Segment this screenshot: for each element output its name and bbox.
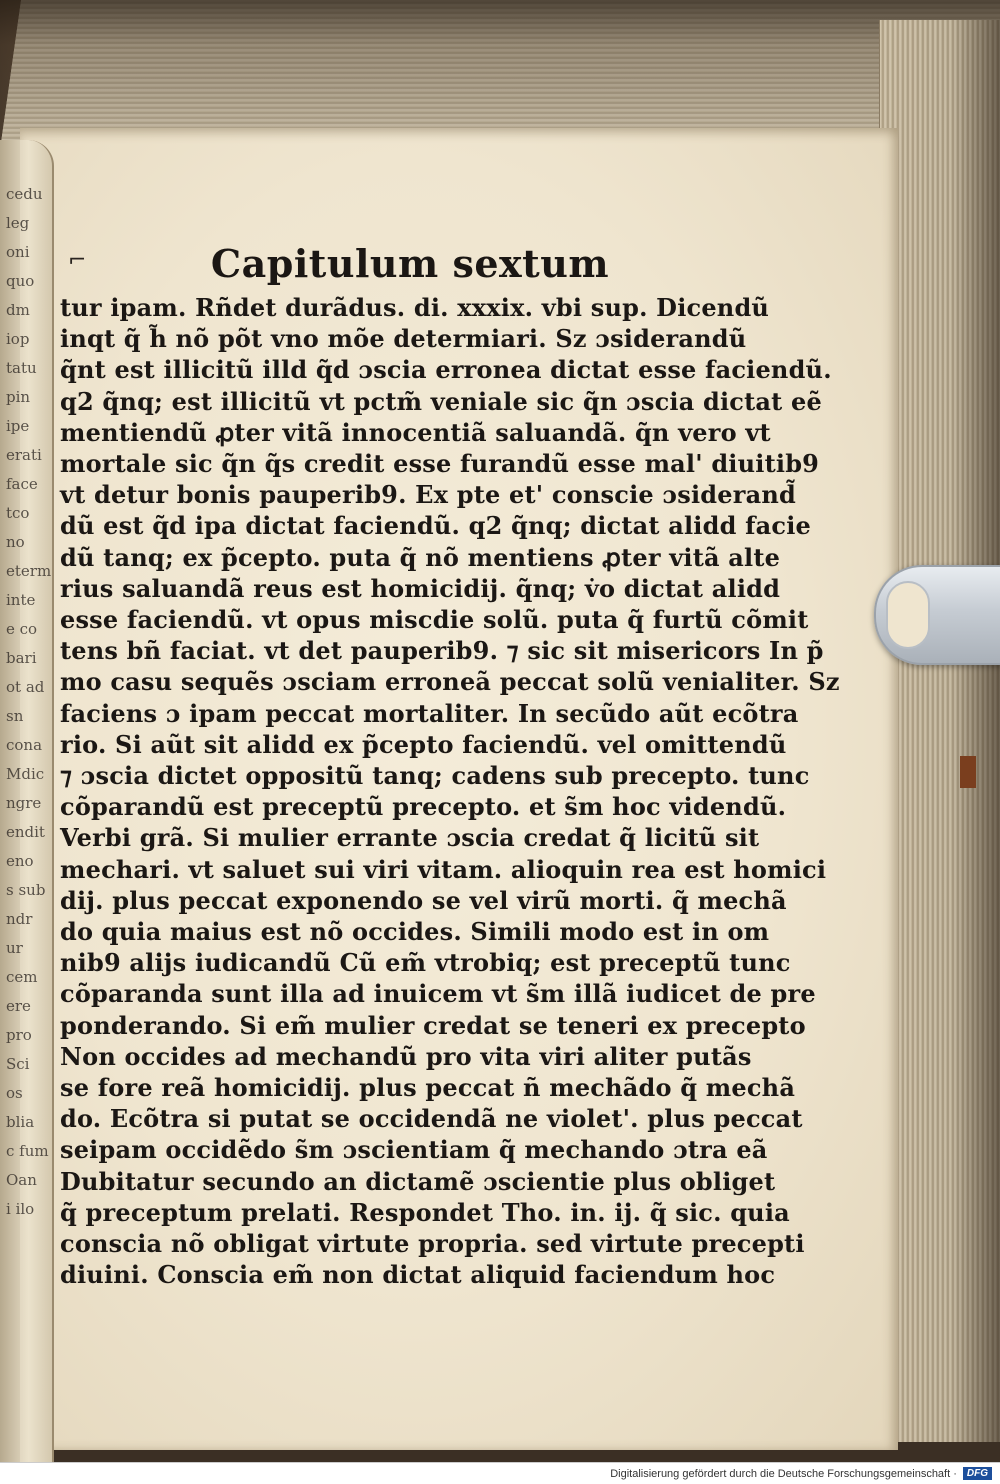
text-line: diuini. Conscia em̃ non dictat aliquid faciendum hoc <box>60 1260 776 1290</box>
chapter-heading: Capitulum sextum <box>210 241 610 286</box>
text-line: conscia nõ obligat virtute propria. sed virtute precepti <box>60 1229 805 1259</box>
signature-mark: ⌐ <box>68 248 87 273</box>
previous-leaf-curl <box>0 140 54 1462</box>
text-line: mo casu sequẽs ɔsciam erroneã peccat solũ venialiter. Sz <box>60 667 840 697</box>
book-clip-hole <box>886 581 930 649</box>
left-leaf-fragment: ngre <box>6 794 42 812</box>
text-line: tur ipam. Rñdet durãdus. di. xxxix. vbi sup. Dicendũ <box>60 293 770 322</box>
text-line: inqt q̃ h̃ nõ põt vno mõe determiari. Sz ɔsiderandũ <box>60 324 747 354</box>
text-lines <box>60 292 840 1291</box>
left-leaf-fragment: oni <box>6 243 30 261</box>
text-line: mentiendũ ꝓter vitã innocentiã saluandã. q̃n vero vt <box>60 417 771 447</box>
left-leaf-fragment: ipe <box>6 417 30 435</box>
left-leaf-fragment: i ilo <box>6 1200 35 1218</box>
book-clip <box>874 565 1000 665</box>
text-line: Dubitatur secundo an dictamẽ ɔscientie plus obliget <box>60 1166 776 1196</box>
text-line: esse faciendũ. vt opus miscdie solũ. puta q̃ furtũ cõmit <box>60 605 809 635</box>
text-line: mechari. vt saluet sui viri vitam. alioquin rea est homici <box>60 854 827 884</box>
left-leaf-fragment: erati <box>6 446 42 464</box>
left-leaf-fragment: pro <box>6 1026 32 1044</box>
text-line: vt detur bonis pauperib9. Ex pte et' conscie ɔsiderand̃ <box>60 480 796 510</box>
left-leaf-fragment: e co <box>6 620 38 638</box>
text-line: q2 q̃nq; est illicitũ vt pctm̃ veniale sic q̃n ɔscia dictat eẽ <box>60 386 822 416</box>
left-leaf-fragment: no <box>6 533 25 551</box>
left-leaf-fragment: ndr <box>6 910 33 928</box>
left-leaf-fragment: leg <box>6 214 30 232</box>
left-leaf-fragment: Sci <box>6 1055 30 1073</box>
text-line: Verbi grã. Si mulier errante ɔscia credat q̃ licitũ sit <box>60 823 760 853</box>
left-leaf-fragment: Mdic <box>6 765 45 783</box>
left-leaf-fragment: tatu <box>6 359 37 377</box>
footer-credit: Digitalisierung gefördert durch die Deutsche Forschungsgemeinschaft · <box>610 1467 957 1480</box>
text-line: faciens ɔ ipam peccat mortaliter. In secũdo aũt ecõtra <box>60 698 799 728</box>
left-leaf-fragment: face <box>6 475 38 493</box>
left-leaf-fragment: ot ad <box>6 678 45 696</box>
left-leaf-fragment: cedu <box>6 185 43 203</box>
left-leaf-fragment: ur <box>6 939 23 957</box>
text-line: seipam occidẽdo s̃m ɔscientiam q̃ mechando ɔtra eã <box>60 1135 768 1165</box>
left-leaf-fragment: os <box>6 1084 23 1102</box>
page-tab-marker <box>960 756 976 788</box>
left-leaf-fragment: tco <box>6 504 30 522</box>
text-line: ⁊ ɔscia dictet oppositũ tanq; cadens sub precepto. tunc <box>60 761 810 791</box>
left-leaf-fragment: Oan <box>6 1171 37 1189</box>
left-leaf-fragment: bari <box>6 649 37 667</box>
left-leaf-fragment: inte <box>6 591 36 609</box>
text-line: mortale sic q̃n q̃s credit esse furandũ esse mal' diuitib9 <box>60 449 820 479</box>
left-leaf-fragment: blia <box>6 1113 35 1131</box>
left-leaf-fragment: iop <box>6 330 30 348</box>
text-line: q̃nt est illicitũ illd q̃d ɔscia erronea dictat esse faciendũ. <box>60 355 832 385</box>
text-line: dũ est q̃d ipa dictat faciendũ. q2 q̃nq; dictat alidd facie <box>60 511 812 541</box>
left-leaf-fragment: s sub <box>6 881 46 899</box>
left-leaf-fragment: quo <box>6 272 35 290</box>
left-leaf-fragment: c fum <box>6 1142 49 1160</box>
text-line: dũ tanq; ex p̃cepto. puta q̃ nõ mentiens ꝓter vitã alte <box>60 542 781 572</box>
left-leaf-fragment: dm <box>6 301 30 319</box>
text-line: cõparandũ est preceptũ precepto. et s̃m hoc videndũ. <box>60 792 787 822</box>
text-line: rius saluandã reus est homicidij. q̃nq; v̇o dictat alidd <box>60 573 781 603</box>
text-line: do quia maius est nõ occides. Simili modo est in om <box>60 917 770 947</box>
left-leaf-fragment: ere <box>6 997 31 1015</box>
left-leaf-fragment: pin <box>6 388 31 406</box>
text-line: tens bñ faciat. vt det pauperib9. ⁊ sic sit misericors In p̃ <box>60 636 824 666</box>
text-line: nib9 alijs iudicandũ Cũ em̃ vtrobiq; est preceptũ tunc <box>60 948 791 978</box>
left-leaf-fragment: eno <box>6 852 34 870</box>
text-line: Non occides ad mechandũ pro vita viri aliter putãs <box>60 1041 752 1071</box>
text-line: do. Ecõtra si putat se occidendã ne violet'. plus peccat <box>60 1104 803 1134</box>
page-edges-right-shade <box>880 20 1000 1460</box>
footer-bar <box>0 1462 1000 1484</box>
text-line: ponderando. Si em̃ mulier credat se teneri ex precepto <box>60 1010 806 1040</box>
text-line: dij. plus peccat exponendo se vel virũ morti. q̃ mechã <box>60 885 787 915</box>
text-line: se fore reã homicidij. plus peccat ñ mechãdo q̃ mechã <box>60 1073 796 1103</box>
previous-leaf-text <box>6 180 52 1224</box>
dfg-logo: DFG <box>963 1467 992 1480</box>
text-line: rio. Si aũt sit alidd ex p̃cepto faciendũ. vel omittendũ <box>60 729 787 759</box>
left-leaf-fragment: cona <box>6 736 43 754</box>
left-leaf-fragment: sn <box>6 707 24 725</box>
left-leaf-fragment: eterm <box>6 562 52 580</box>
text-line: q̃ preceptum prelati. Respondet Tho. in. ij. q̃ sic. quia <box>60 1197 790 1227</box>
text-line: cõparanda sunt illa ad inuicem vt s̃m illã iudicet de pre <box>60 979 816 1009</box>
text-block <box>60 238 840 1291</box>
left-leaf-fragment: cem <box>6 968 38 986</box>
left-leaf-fragment: endit <box>6 823 45 841</box>
